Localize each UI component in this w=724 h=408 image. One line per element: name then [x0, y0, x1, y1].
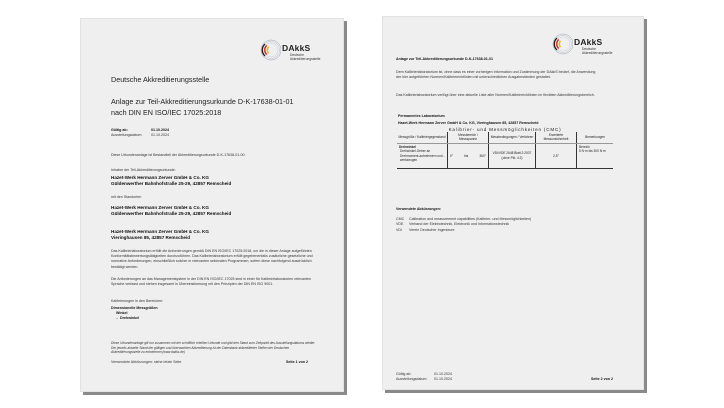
location-1 — [111, 205, 231, 218]
dakks-logo — [551, 33, 612, 55]
abbreviation-value: Verband der Elektrotechnik, Elektronik und Informationstechnik — [409, 222, 510, 227]
issue-date-value: 01.10.2024 — [151, 133, 169, 138]
standards-list-paragraph: Das Kalibrierlaboratorium verfügt über eine aktuelle Liste aller Normen/Kalibrierrichtlinien im flexiblen Akkreditierungsbereich. — [396, 93, 595, 97]
abbreviations-list — [396, 217, 531, 233]
issue-date-label: Ausstellungsdatum: — [111, 133, 143, 138]
abbreviation-item — [396, 228, 531, 233]
validity-block — [396, 372, 452, 382]
cmc-title: Kalibrier- und Messmöglichkeiten (CMC) — [448, 127, 562, 132]
title-line-2: nach DIN EN ISO/IEC 17025:2018 — [111, 108, 222, 117]
valid-from-value: 01.10.2024 — [434, 372, 452, 376]
dakks-logo — [259, 39, 320, 61]
location-1-name: Hazet-Werk Hermann Zerver GmbH & Co. KG — [111, 205, 209, 210]
cmc-table — [397, 132, 613, 169]
logo-subtitle-1: Deutsche — [582, 47, 596, 51]
calibration-areas — [111, 306, 158, 322]
cmc-section — [397, 127, 613, 169]
document-title — [111, 96, 341, 118]
cell-remark-2: 5 N·m bis 300 N·m — [579, 149, 606, 154]
abbreviation-key: VDE — [396, 222, 404, 227]
dakks-emblem-icon — [259, 39, 281, 61]
abbreviation-key: CMC — [396, 217, 405, 221]
lab-label: Permanentes Laboratorium — [398, 114, 445, 118]
locations-label: mit den Standorten — [111, 195, 142, 199]
logo-wordmark: DAkkS — [282, 43, 311, 53]
location-2-name: Hazet-Werk Hermann Zerver GmbH & Co. KG — [111, 229, 209, 234]
logo-subtitle-2: Akkreditierungsstelle — [290, 57, 321, 61]
part-of-statement: Diese Urkundenanlage ist Bestandteil der Akkreditierungsurkunde D-K-17638-01-00. — [111, 153, 246, 157]
cell-range-to-label: bis — [464, 153, 469, 158]
flexible-scope-paragraph: Dem Kalibrierlaboratorium ist, ohne dass es einer vorherigen Information und Zustimmung der DAkkS bedarf, die Anwendung der hier aufgeführten Normen/Kalibrierrichtlinien mit unterschiedlichen Ausgabeständen gestattet. — [396, 70, 596, 80]
col-header-remarks: Bemerkungen — [577, 132, 614, 143]
disclaimer: Diese Urkundenanlage gilt nur zusammen mit der schriftlich erteilten Urkunde und gibt den Stand zum Zeitpunkt des Ausstellungsdatums wieder. Der jeweils aktuelle Stand der gültigen und überwachten Akkreditierung ist der Datenbank akkreditierter Stellen der Deutschen Akkreditierungsstelle zu entnehmen (www.dakks.de) — [111, 341, 316, 355]
holder-label: Inhaber der Teil-Akkreditierungsurkunde: — [111, 168, 176, 172]
valid-from-label: Gültig ab: — [396, 372, 412, 376]
abbreviations-title: Verwendete Abkürzungen: — [396, 207, 441, 211]
holder-name: Hazet-Werk Hermann Zerver GmbH & Co. KG — [111, 175, 209, 180]
title-line-1: Anlage zur Teil-Akkreditierungsurkunde D-K-17638-01-01 — [111, 97, 294, 106]
area-category: Dimensionelle Messgrößen — [111, 306, 158, 310]
col-header-range: Messbereich / Messspanne — [448, 132, 489, 143]
col-header-conditions: Messbedingungen / Verfahren — [489, 132, 536, 143]
dakks-emblem-icon — [551, 33, 573, 55]
valid-from-label: Gültig ab: — [111, 128, 128, 132]
location-2-address: Vieringhausen 85, 42857 Remscheid — [111, 235, 191, 241]
requirements-paragraph: Das Kalibrierlaboratorium erfüllt die Anforderungen gemäß DIN EN ISO/IEC 17025:2018, um die in dieser Anlage aufgeführten Konformitätsbewertungstätigkeiten durchzuführen. Das Kalibrierlaboratorium erfüllt gegebenenfalls zusätzliche gesetzliche und normative Anforderungen, einschließlich solcher in relevanten sektoralen Programmen, sofern diese nachfolgend ausdrücklich bestätigt werden. — [111, 249, 313, 269]
location-1-address: Güldenwerther Bahnhofstraße 25-29, 42857 Remscheid — [111, 211, 232, 217]
holder-block — [111, 175, 231, 188]
bullet-dash: – — [116, 316, 118, 321]
cell-range-from: 0° — [450, 153, 454, 158]
col-header-uncertainty: Erweiterte Messunsicherheit — [536, 132, 577, 143]
logo-subtitle-2: Akkreditierungsstelle — [582, 51, 613, 55]
table-header-row — [397, 132, 613, 143]
page-number: Seite 2 von 2 — [591, 377, 613, 381]
abbreviation-key: VDI — [396, 227, 402, 232]
logo-subtitle-1: Deutsche — [290, 53, 304, 57]
cell-category: Drehwinkel — [399, 144, 417, 149]
holder-address: Güldenwerther Bahnhofstraße 25-29, 42857 Remscheid — [111, 181, 232, 187]
lab-address: Hazet-Werk Hermann Zerver GmbH & Co. KG, Vieringhausen 85, 42857 Remscheid — [398, 121, 539, 125]
cell-range-to: 360° — [479, 153, 486, 158]
abbreviation-value: Verein Deutscher Ingenieure — [409, 227, 455, 232]
page-number: Seite 1 von 2 — [286, 360, 308, 364]
organization-name: Deutsche Akkreditierungsstelle — [111, 75, 210, 84]
cell-object: Drehwinkel-Geber an Drehmoment-aufnehmern und -werkzeugen — [400, 149, 445, 163]
area-subcategory: Winkel — [116, 311, 128, 316]
cell-uncertainty: 2,5° — [536, 143, 577, 168]
location-2 — [111, 229, 209, 242]
page-header: Anlage zur Teil-Akkreditierungsurkunde D-K-17638-01-01 — [396, 57, 493, 61]
cell-remark-1: Bereich — [579, 144, 590, 149]
management-paragraph: Die Anforderungen an das Managementsystem in der DIN EN ISO/IEC 17025 sind in einer für Kalibrierlaboratorien relevanten Sprache verfasst und stehen insgesamt in Übereinstimmung mit den Prinzipien der DIN EN ISO 9001. — [111, 277, 311, 287]
col-header-quantity: Messgröße / Kalibriergegenstand — [397, 132, 448, 143]
issue-date-value: 01.10.2024 — [434, 377, 452, 382]
abbreviations-note: Verwendete Abkürzungen: siehe letzte Seite — [111, 360, 182, 364]
valid-from-value: 01.10.2024 — [151, 128, 169, 132]
areas-label: Kalibrierungen in den Bereichen: — [111, 299, 164, 303]
document-page-2 — [382, 16, 644, 390]
document-page-1 — [80, 18, 344, 392]
abbreviation-value: Calibration and measurement capabilities (Kalibrier- und Messmöglichkeiten) — [409, 217, 532, 221]
issue-date-label: Ausstellungsdatum: — [396, 377, 428, 382]
validity-block — [111, 128, 169, 138]
table-row — [397, 143, 613, 168]
cell-method: VDI/VDE 2648 Blatt 2:2007 (ohne Pkt. 4.2) — [489, 143, 536, 168]
area-item: Drehwinkel — [120, 316, 140, 321]
logo-wordmark: DAkkS — [574, 37, 603, 47]
